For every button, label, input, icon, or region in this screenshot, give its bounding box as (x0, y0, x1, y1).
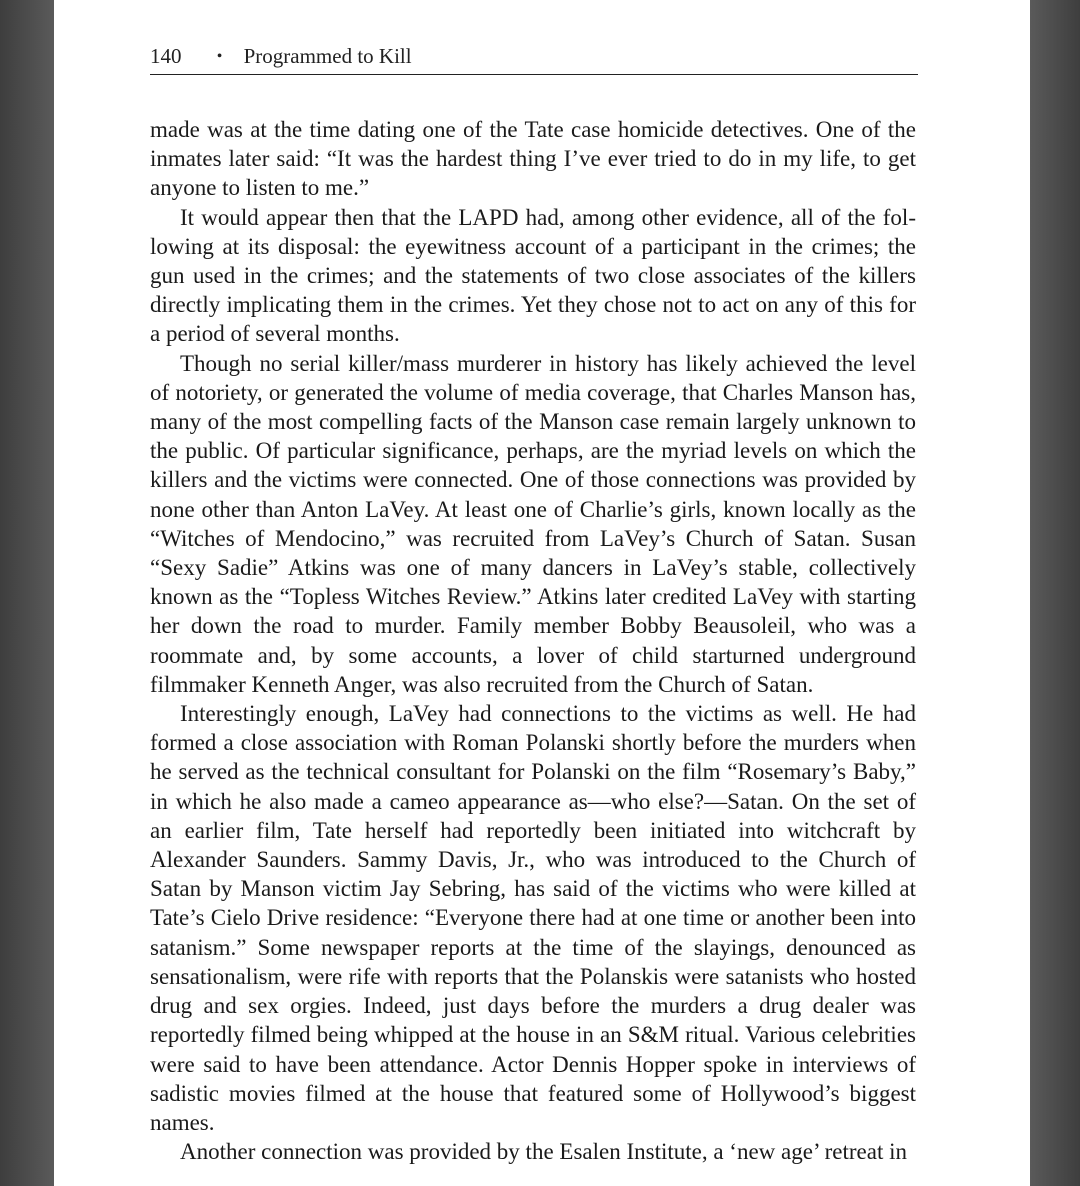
running-title: Programmed to Kill (243, 44, 412, 68)
paragraph: Though no serial killer/mass murderer in history has likely achieved the level of notoriety, or generated the volume of media coverage, that Charles Manson has, many of the most compelling facts of the Manson case remain largely unknown to the public. Of particular significance, perhaps, are the myriad levels on which the killers and the victims were connected. One of those connections was provided by none other than Anton LaVey. At least one of Charlie’s girls, known locally as the “Witches of Mendocino,” was recruited from LaVey’s Church of Satan. Susan “Sexy Sadie” Atkins was one of many dancers in LaVey’s stable, collectively known as the “Topless Witches Review.” Atkins later credited LaVey with starting her down the road to murder. Family member Bobby Beausoleil, who was a roommate and, by some accounts, a lover of child starturned underground filmmaker Kenneth Anger, was also recruited from the Church of Satan. (150, 350, 916, 697)
paragraph: Interestingly enough, LaVey had connections to the victims as well. He had formed a close association with Roman Polanski shortly before the murders when he served as the technical consultant for Polanski on the film “Rosemary’s Baby,” in which he also made a cameo appearance as—who else?—Satan. On the set of an earlier film, Tate herself had reportedly been initiated into witchcraft by Alexander Saunders. Sammy Davis, Jr., who was introduced to the Church of Satan by Manson victim Jay Sebring, has said of the victims who were killed at Tate’s Cielo Drive residence: “Everyone there had at one time or another been into satanism.” Some newspaper reports at the time of the slayings, denounced as sensationalism, were rife with reports that the Polanskis were satanists who hosted drug and sex orgies. Indeed, just days before the murders a drug dealer was reportedly filmed being whipped at the house in an S&M ritual. Various celebrities were said to have been attendance. Actor Dennis Hopper spoke in interviews of sadistic movies filmed at the house that featured some of Hollywood’s biggest names. (150, 701, 916, 1135)
viewer-frame-right (1030, 0, 1080, 1186)
book-page (54, 0, 1030, 1186)
body-text (150, 115, 916, 1166)
paragraph: made was at the time dating one of the Tate case homicide detectives. One of the inmates later said: “It was the hardest thing I’ve ever tried to do in my life, to get anyone to listen to me.” (150, 117, 916, 201)
page-number: 140 (150, 44, 182, 68)
viewer-frame-left (0, 0, 54, 1186)
paragraph: Another connection was provided by the Esalen Institute, a ‘new age’ retreat in (180, 1139, 908, 1165)
running-header (150, 40, 918, 75)
header-bullet: • (216, 48, 223, 65)
paragraph: It would appear then that the LAPD had, among other evidence, all of the following at its disposal: the eyewitness account of a participant in the crimes; the gun used in the crimes; and the statements of two close associates of the killers directly implicating them in the crimes. Yet they chose not to act on any of this for a period of several months. (150, 204, 916, 347)
